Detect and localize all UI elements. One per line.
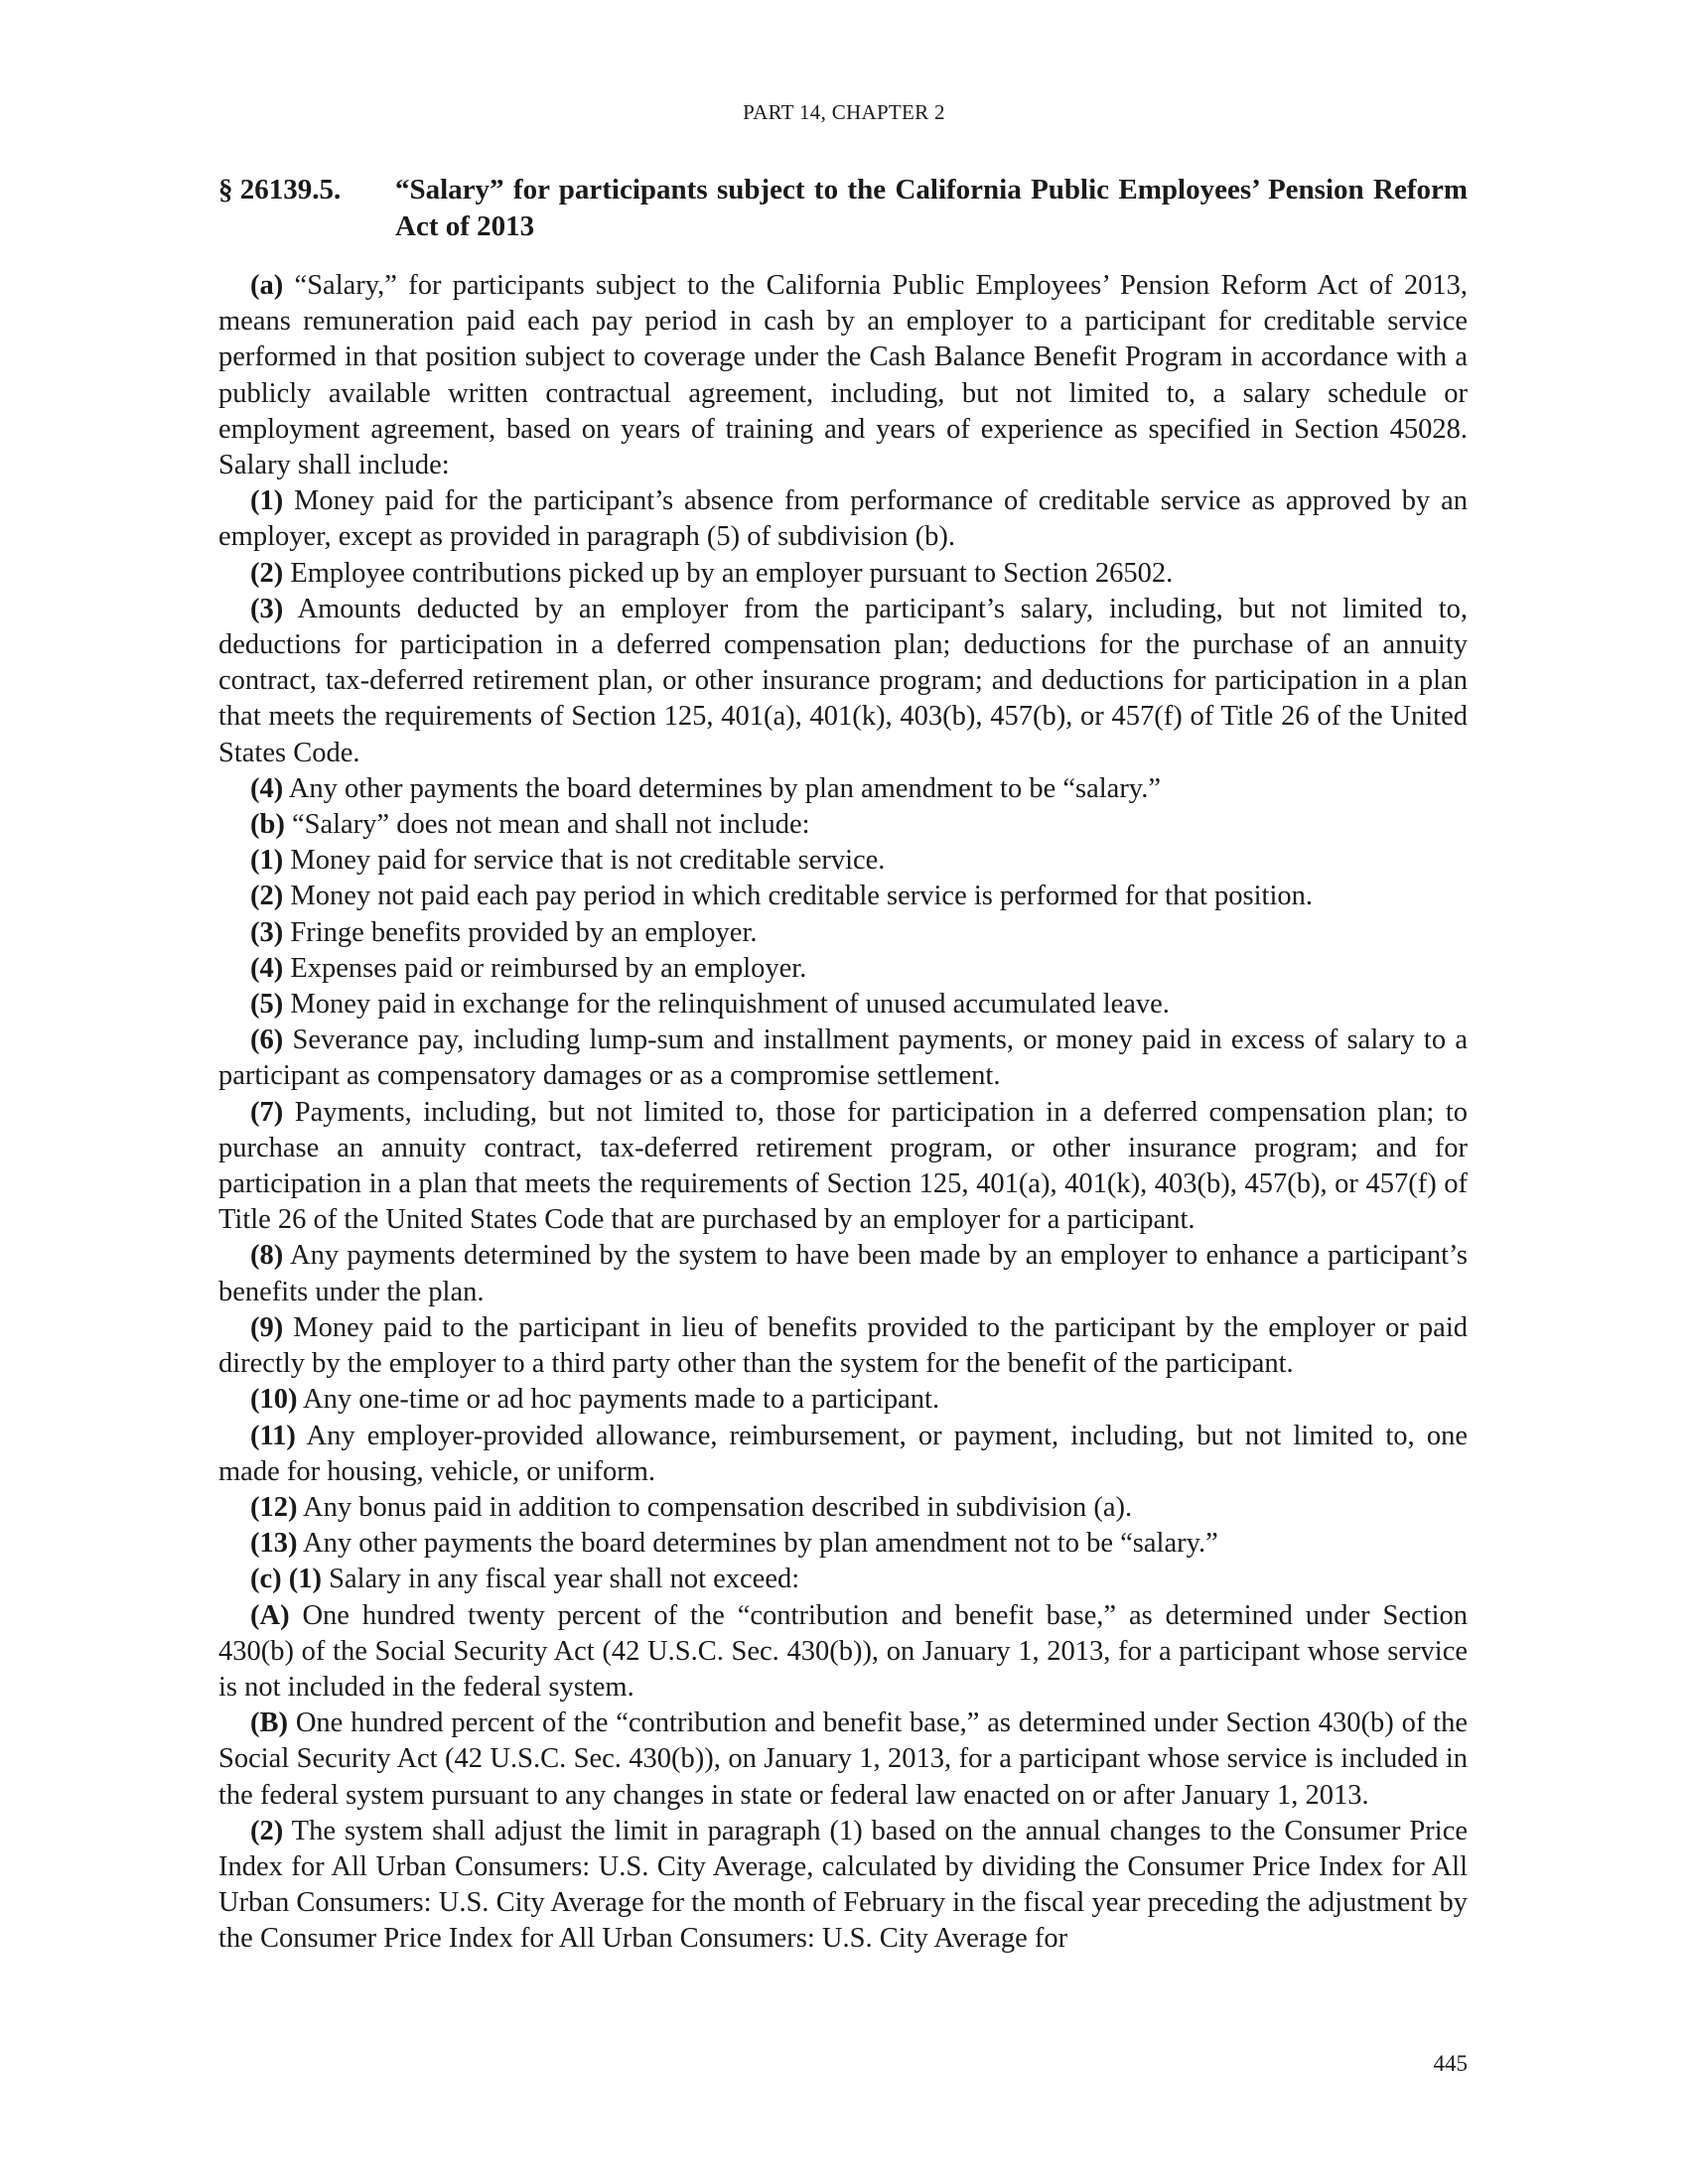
paragraph-b-13 bbox=[218, 1526, 1468, 1562]
paragraph-b-10 bbox=[218, 1382, 1468, 1418]
paragraph-b-8 bbox=[218, 1238, 1468, 1309]
paragraph-text: Fringe benefits provided by an employer. bbox=[283, 916, 758, 948]
paragraph-label: (8) bbox=[250, 1240, 284, 1272]
paragraph-b-11 bbox=[218, 1419, 1468, 1490]
paragraph-a bbox=[218, 268, 1468, 483]
paragraph-c-1 bbox=[218, 1562, 1468, 1597]
paragraph-text: Money paid for service that is not creditable service. bbox=[283, 845, 886, 877]
paragraph-text: Amounts deducted by an employer from the participant’s salary, including, but not limited to, deductions for participation in a deferred compensation plan; deductions for the purchase of an annuity contract, tax-deferred retirement plan, or other insurance program; and deductions for participation in a plan that meets the requirements of Section 125, 401(a), 401(k), 403(b), 457(b), or 457(f) of Title 26 of the United States Code. bbox=[218, 593, 1468, 768]
paragraph-b-7 bbox=[218, 1095, 1468, 1239]
paragraph-label: (1) bbox=[250, 845, 284, 877]
paragraph-text: Any other payments the board determines by plan amendment to be “salary.” bbox=[283, 772, 1161, 804]
paragraph-label: (4) bbox=[250, 952, 284, 984]
paragraph-text: Money paid in exchange for the relinquishment of unused accumulated leave. bbox=[283, 989, 1170, 1021]
paragraph-label: (13) bbox=[250, 1528, 298, 1560]
paragraph-text: “Salary” does not mean and shall not include: bbox=[284, 809, 810, 841]
paragraph-b-9 bbox=[218, 1310, 1468, 1382]
paragraph-c-1-a bbox=[218, 1598, 1468, 1706]
paragraph-label: (4) bbox=[250, 772, 284, 804]
paragraph-a-3 bbox=[218, 592, 1468, 771]
paragraph-label: (5) bbox=[250, 989, 284, 1021]
section-title: “Salary” for participants subject to the California Public Employees’ Pension Reform Act of 2013 bbox=[395, 174, 1468, 242]
paragraph-label: (b) bbox=[250, 809, 285, 841]
paragraph-label: (7) bbox=[250, 1096, 284, 1128]
page-number: 445 bbox=[1433, 2051, 1468, 2076]
paragraph-text: Money not paid each pay period in which creditable service is performed for that position. bbox=[283, 881, 1313, 912]
paragraph-label: (6) bbox=[250, 1024, 284, 1056]
paragraph-label: (1) bbox=[250, 485, 284, 517]
paragraph-b-1 bbox=[218, 843, 1468, 879]
paragraph-text: Expenses paid or reimbursed by an employer. bbox=[283, 952, 807, 984]
paragraph-label: (A) bbox=[250, 1599, 290, 1631]
paragraph-a-2 bbox=[218, 556, 1468, 592]
paragraph-text: “Salary,” for participants subject to the California Public Employees’ Pension Reform Act of 2013, means remuneration paid each pay period in cash by an employer to a participant for creditable service performed in that position subject to coverage under the Cash Balance Benefit Program in accordance with a publicly available written contractual agreement, including, but not limited to, a salary schedule or employment agreement, based on years of training and years of experience as specified in Section 45028. Salary shall include: bbox=[218, 270, 1468, 481]
paragraph-text: Any bonus paid in addition to compensation described in subdivision (a). bbox=[297, 1491, 1133, 1523]
paragraph-text: The system shall adjust the limit in paragraph (1) based on the annual changes to the Consumer Price Index for All Urban Consumers: U.S. City Average, calculated by dividing the Consumer Price Index for All Urban Consumers: U.S. City Average for the month of February in the fiscal year preceding the adjustment by the Consumer Price Index for All Urban Consumers: U.S. City Average for bbox=[218, 1815, 1468, 1955]
paragraph-label: (12) bbox=[250, 1491, 298, 1523]
paragraph-text: Employee contributions picked up by an employer pursuant to Section 26502. bbox=[283, 557, 1174, 589]
paragraph-text: Money paid for the participant’s absence from performance of creditable service as approved by an employer, except as provided in paragraph (5) of subdivision (b). bbox=[218, 485, 1468, 553]
paragraph-label: (2) bbox=[250, 557, 284, 589]
paragraph-text: Any payments determined by the system to have been made by an employer to enhance a participant’s benefits under the plan. bbox=[218, 1240, 1468, 1307]
paragraph-text: Salary in any fiscal year shall not exceed: bbox=[322, 1564, 800, 1595]
paragraph-c-1-b bbox=[218, 1706, 1468, 1814]
paragraph-text: Payments, including, but not limited to, those for participation in a deferred compensation plan; to purchase an annuity contract, tax-deferred retirement program, or other insurance program; and for participation in a plan that meets the requirements of Section 125, 401(a), 401(k), 403(b), 457(b), or 457(f) of Title 26 of the United States Code that are purchased by an employer for a participant. bbox=[218, 1096, 1468, 1236]
statute-body bbox=[218, 268, 1468, 1958]
paragraph-c-2 bbox=[218, 1814, 1468, 1958]
paragraph-label: (9) bbox=[250, 1311, 284, 1343]
paragraph-b-12 bbox=[218, 1490, 1468, 1526]
paragraph-a-4 bbox=[218, 771, 1468, 807]
paragraph-b-3 bbox=[218, 915, 1468, 951]
running-head: PART 14, CHAPTER 2 bbox=[743, 100, 945, 124]
paragraph-a-1 bbox=[218, 483, 1468, 555]
paragraph-label: (a) bbox=[250, 270, 284, 301]
paragraph-label: (11) bbox=[250, 1420, 296, 1451]
paragraph-text: Any other payments the board determines by plan amendment not to be “salary.” bbox=[297, 1528, 1218, 1560]
paragraph-b-6 bbox=[218, 1023, 1468, 1094]
paragraph-label: (3) bbox=[250, 916, 284, 948]
paragraph-b bbox=[218, 807, 1468, 843]
paragraph-text: One hundred percent of the “contribution and benefit base,” as determined under Section 430(b) of the Social Security Act (42 U.S.C. Sec. 430(b)), on January 1, 2013, for a participant whose service is included in the federal system pursuant to any changes in state or federal law enacted on or after January 1, 2013. bbox=[218, 1707, 1468, 1811]
paragraph-b-2 bbox=[218, 879, 1468, 914]
section-heading bbox=[218, 172, 1468, 245]
paragraph-text: One hundred twenty percent of the “contribution and benefit base,” as determined under Section 430(b) of the Social Security Act (42 U.S.C. Sec. 430(b)), on January 1, 2013, for a participant whose service is not included in the federal system. bbox=[218, 1599, 1468, 1703]
paragraph-text: Money paid to the participant in lieu of benefits provided to the participant by the employer or paid directly by the employer to a third party other than the system for the benefit of the participant. bbox=[218, 1311, 1468, 1380]
paragraph-b-4 bbox=[218, 951, 1468, 987]
paragraph-label: (10) bbox=[250, 1384, 298, 1416]
paragraph-label: (B) bbox=[250, 1707, 288, 1739]
section-number: § 26139.5. bbox=[218, 174, 342, 205]
paragraph-label: (2) bbox=[250, 1815, 284, 1846]
paragraph-text: Any one-time or ad hoc payments made to a participant. bbox=[297, 1384, 940, 1416]
paragraph-label: (c) (1) bbox=[250, 1564, 322, 1595]
paragraph-label: (2) bbox=[250, 881, 284, 912]
paragraph-text: Any employer-provided allowance, reimbursement, or payment, including, but not limited to, one made for housing, vehicle, or uniform. bbox=[218, 1420, 1468, 1487]
paragraph-b-5 bbox=[218, 987, 1468, 1023]
paragraph-label: (3) bbox=[250, 593, 284, 624]
paragraph-text: Severance pay, including lump-sum and installment payments, or money paid in excess of salary to a participant as compensatory damages or as a compromise settlement. bbox=[218, 1024, 1468, 1092]
